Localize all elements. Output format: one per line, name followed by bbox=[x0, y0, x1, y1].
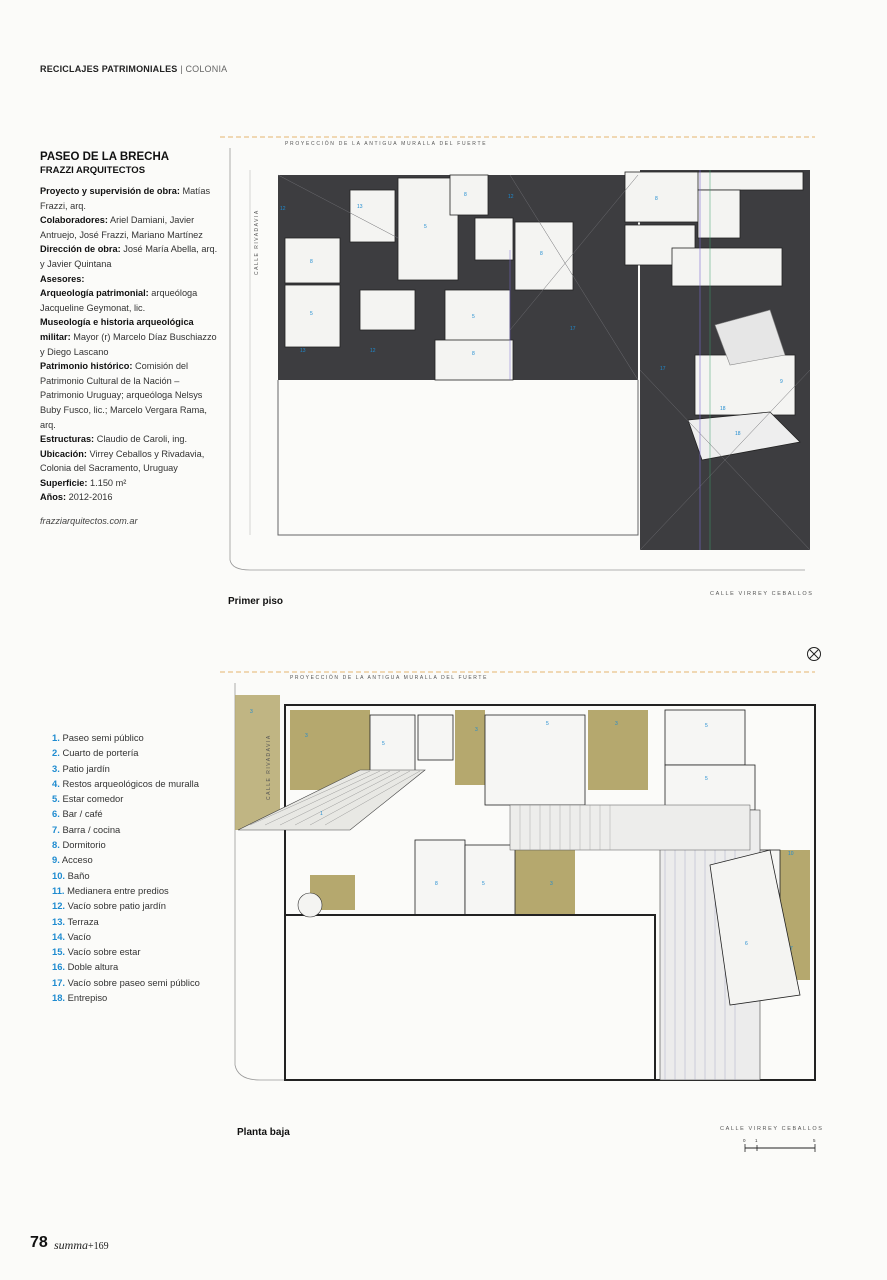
credit-label: Dirección de obra: bbox=[40, 244, 121, 255]
credit-value: Comisión del Patrimonio Cultural de la Nación – Patrimonio Uruguay; arqueóloga Nelsys Buby Fusco, lic.; Marcelo Vergara Rama, arq. bbox=[40, 361, 207, 430]
magazine-issue: +169 bbox=[88, 1241, 109, 1252]
credit-value: arqueóloga Jacqueline Geymonat, lic. bbox=[40, 288, 198, 313]
credit-value: José María Abella, arq. y Javier Quintana bbox=[40, 244, 218, 269]
svg-text:17: 17 bbox=[570, 326, 576, 332]
svg-text:8: 8 bbox=[310, 259, 313, 265]
svg-text:12: 12 bbox=[508, 194, 514, 200]
legend-text: Terraza bbox=[67, 915, 99, 927]
firm-name: FRAZZI ARQUITECTOS bbox=[40, 165, 146, 176]
svg-text:9: 9 bbox=[780, 379, 783, 385]
legend-text: Estar comedor bbox=[62, 793, 124, 805]
legend-item bbox=[52, 791, 200, 806]
magazine-name bbox=[54, 1238, 109, 1253]
legend-number: 15. bbox=[52, 946, 66, 958]
legend-item bbox=[52, 929, 200, 944]
street-bottom-label: CALLE VIRREY CEBALLOS bbox=[720, 1126, 824, 1132]
svg-text:18: 18 bbox=[720, 406, 726, 412]
credit-label: Colaboradores: bbox=[40, 215, 108, 226]
muralla-label: PROYECCIÓN DE LA ANTIGUA MURALLA DEL FUERTE bbox=[290, 675, 489, 681]
legend-item bbox=[52, 975, 200, 990]
credit-label: Arqueología patrimonial: bbox=[40, 288, 149, 299]
legend-number: 18. bbox=[52, 992, 66, 1004]
credit-value: 2012-2016 bbox=[68, 492, 113, 503]
scale-bar bbox=[743, 1138, 816, 1152]
credit-row bbox=[40, 359, 218, 432]
scale-label-0: 0 bbox=[743, 1138, 746, 1143]
svg-text:1: 1 bbox=[320, 811, 323, 817]
credit-row bbox=[40, 447, 218, 476]
legend-number: 5. bbox=[52, 793, 60, 805]
legend-item bbox=[52, 806, 200, 821]
credit-row bbox=[40, 490, 218, 505]
scale-label-1: 1 bbox=[755, 1138, 758, 1143]
svg-text:17: 17 bbox=[660, 366, 666, 372]
svg-text:7: 7 bbox=[790, 946, 793, 952]
svg-text:5: 5 bbox=[482, 881, 485, 887]
section-title: RECICLAJES PATRIMONIALES bbox=[40, 64, 178, 74]
legend-text: Barra / cocina bbox=[62, 823, 121, 835]
svg-text:5: 5 bbox=[705, 776, 708, 782]
credit-row bbox=[40, 213, 218, 242]
svg-text:3: 3 bbox=[550, 881, 553, 887]
credit-value: 1.150 m² bbox=[90, 477, 127, 488]
project-title: PASEO DE LA BRECHA bbox=[40, 151, 170, 163]
svg-text:18: 18 bbox=[735, 431, 741, 437]
page-number: 78 bbox=[30, 1234, 48, 1251]
legend-item bbox=[52, 990, 200, 1005]
legend-item bbox=[52, 761, 200, 776]
legend-number: 4. bbox=[52, 777, 60, 789]
legend-number: 7. bbox=[52, 823, 60, 835]
credit-label: Asesores: bbox=[40, 273, 85, 284]
legend-number: 10. bbox=[52, 869, 66, 881]
magazine-title: summa bbox=[54, 1238, 89, 1252]
credit-value: Matías Frazzi, arq. bbox=[40, 186, 211, 211]
legend-text: Vacío bbox=[67, 930, 91, 942]
street-side-label: CALLE RIVADAVIA bbox=[266, 734, 272, 800]
svg-text:8: 8 bbox=[540, 251, 543, 257]
legend-number: 11. bbox=[52, 884, 65, 896]
legend-item bbox=[52, 745, 200, 760]
credit-row bbox=[40, 184, 218, 213]
legend-number: 14. bbox=[52, 930, 66, 942]
north-arrow-icon bbox=[806, 646, 822, 662]
lower-floor-plan bbox=[210, 665, 830, 1155]
credit-label: Ubicación: bbox=[40, 448, 87, 459]
plan-legend bbox=[52, 730, 200, 1005]
legend-number: 2. bbox=[52, 747, 60, 759]
legend-text: Vacío sobre paseo semi público bbox=[67, 976, 200, 988]
header-separator: | bbox=[180, 64, 183, 74]
svg-text:13: 13 bbox=[300, 348, 306, 354]
credit-label: Museología e historia arqueológica militar: bbox=[40, 317, 194, 342]
credit-label: Años: bbox=[40, 492, 67, 503]
legend-text: Vacío sobre estar bbox=[67, 946, 141, 958]
svg-text:5: 5 bbox=[424, 224, 427, 230]
scale-label-5: 5 bbox=[813, 1138, 816, 1143]
website-link[interactable]: frazziarquitectos.com.ar bbox=[40, 516, 138, 527]
muralla-label: PROYECCIÓN DE LA ANTIGUA MURALLA DEL FUERTE bbox=[285, 141, 488, 147]
svg-text:12: 12 bbox=[370, 348, 376, 354]
credit-row bbox=[40, 286, 218, 315]
svg-text:5: 5 bbox=[546, 721, 549, 727]
legend-number: 3. bbox=[52, 762, 60, 774]
svg-text:5: 5 bbox=[310, 311, 313, 317]
credit-row bbox=[40, 272, 218, 287]
section-subtitle: COLONIA bbox=[185, 64, 228, 74]
svg-text:8: 8 bbox=[464, 192, 467, 198]
legend-number: 1. bbox=[52, 732, 60, 743]
svg-text:5: 5 bbox=[705, 723, 708, 729]
legend-text: Baño bbox=[67, 869, 90, 881]
legend-number: 17. bbox=[52, 976, 66, 988]
upper-floor-plan bbox=[210, 130, 830, 610]
legend-item bbox=[52, 883, 200, 898]
svg-text:8: 8 bbox=[472, 351, 475, 357]
legend-item bbox=[52, 776, 200, 791]
credit-value: Mayor (r) Marcelo Díaz Buschiazzo y Diego Lascano bbox=[40, 331, 217, 357]
svg-text:10: 10 bbox=[788, 851, 794, 857]
patio-jardin-strip bbox=[235, 695, 280, 830]
credit-value: Claudio de Caroli, ing. bbox=[96, 434, 188, 445]
legend-item bbox=[52, 730, 200, 745]
legend-number: 16. bbox=[52, 961, 66, 973]
svg-text:13: 13 bbox=[357, 204, 363, 210]
legend-text: Cuarto de portería bbox=[62, 747, 139, 759]
credit-list bbox=[40, 184, 218, 505]
legend-number: 8. bbox=[52, 839, 60, 851]
legend-number: 12. bbox=[52, 900, 66, 912]
credit-row bbox=[40, 242, 218, 271]
legend-number: 13. bbox=[52, 915, 66, 927]
svg-text:6: 6 bbox=[745, 941, 748, 947]
svg-text:3: 3 bbox=[615, 721, 618, 727]
legend-text: Entrepiso bbox=[67, 992, 108, 1004]
street-side-label: CALLE RIVADAVIA bbox=[254, 209, 260, 275]
credit-row bbox=[40, 432, 218, 447]
section-header bbox=[40, 64, 227, 74]
legend-item bbox=[52, 822, 200, 837]
credit-label: Patrimonio histórico: bbox=[40, 361, 133, 372]
lower-plan-label: Planta baja bbox=[237, 1127, 290, 1138]
legend-text: Acceso bbox=[61, 854, 93, 866]
legend-item bbox=[52, 898, 200, 913]
legend-item bbox=[52, 852, 200, 867]
legend-item bbox=[52, 914, 200, 929]
credit-label: Superficie: bbox=[40, 477, 88, 488]
svg-text:5: 5 bbox=[382, 741, 385, 747]
credit-value: Ariel Damiani, Javier Antruejo, José Frazzi, Mariano Martínez bbox=[40, 215, 203, 240]
legend-text: Dormitorio bbox=[62, 839, 106, 851]
legend-text: Patio jardín bbox=[62, 762, 110, 774]
legend-text: Paseo semi público bbox=[62, 732, 144, 743]
svg-text:3: 3 bbox=[475, 727, 478, 733]
legend-text: Restos arqueológicos de muralla bbox=[62, 777, 199, 789]
legend-text: Vacío sobre patio jardín bbox=[67, 900, 166, 912]
legend-item bbox=[52, 944, 200, 959]
legend-text: Medianera entre predios bbox=[67, 884, 169, 896]
svg-text:8: 8 bbox=[435, 881, 438, 887]
credit-label: Proyecto y supervisión de obra: bbox=[40, 186, 180, 196]
svg-text:12: 12 bbox=[280, 206, 286, 212]
legend-text: Doble altura bbox=[67, 961, 119, 973]
upper-plan-label: Primer piso bbox=[228, 596, 284, 607]
legend-number: 9. bbox=[52, 854, 60, 866]
legend-text: Bar / café bbox=[62, 808, 103, 820]
svg-text:5: 5 bbox=[472, 314, 475, 320]
legend-item bbox=[52, 868, 200, 883]
credits-block bbox=[40, 150, 218, 529]
legend-item bbox=[52, 959, 200, 974]
svg-text:8: 8 bbox=[655, 196, 658, 202]
credit-value: Virrey Ceballos y Rivadavia, Colonia del Sacramento, Uruguay bbox=[40, 448, 205, 474]
legend-number: 6. bbox=[52, 808, 60, 820]
legend-item bbox=[52, 837, 200, 852]
street-bottom-label: CALLE VIRREY CEBALLOS bbox=[710, 591, 814, 597]
svg-text:3: 3 bbox=[250, 709, 253, 715]
credit-label: Estructuras: bbox=[40, 434, 95, 445]
credit-row bbox=[40, 476, 218, 491]
svg-text:3: 3 bbox=[305, 733, 308, 739]
credit-row bbox=[40, 315, 218, 359]
